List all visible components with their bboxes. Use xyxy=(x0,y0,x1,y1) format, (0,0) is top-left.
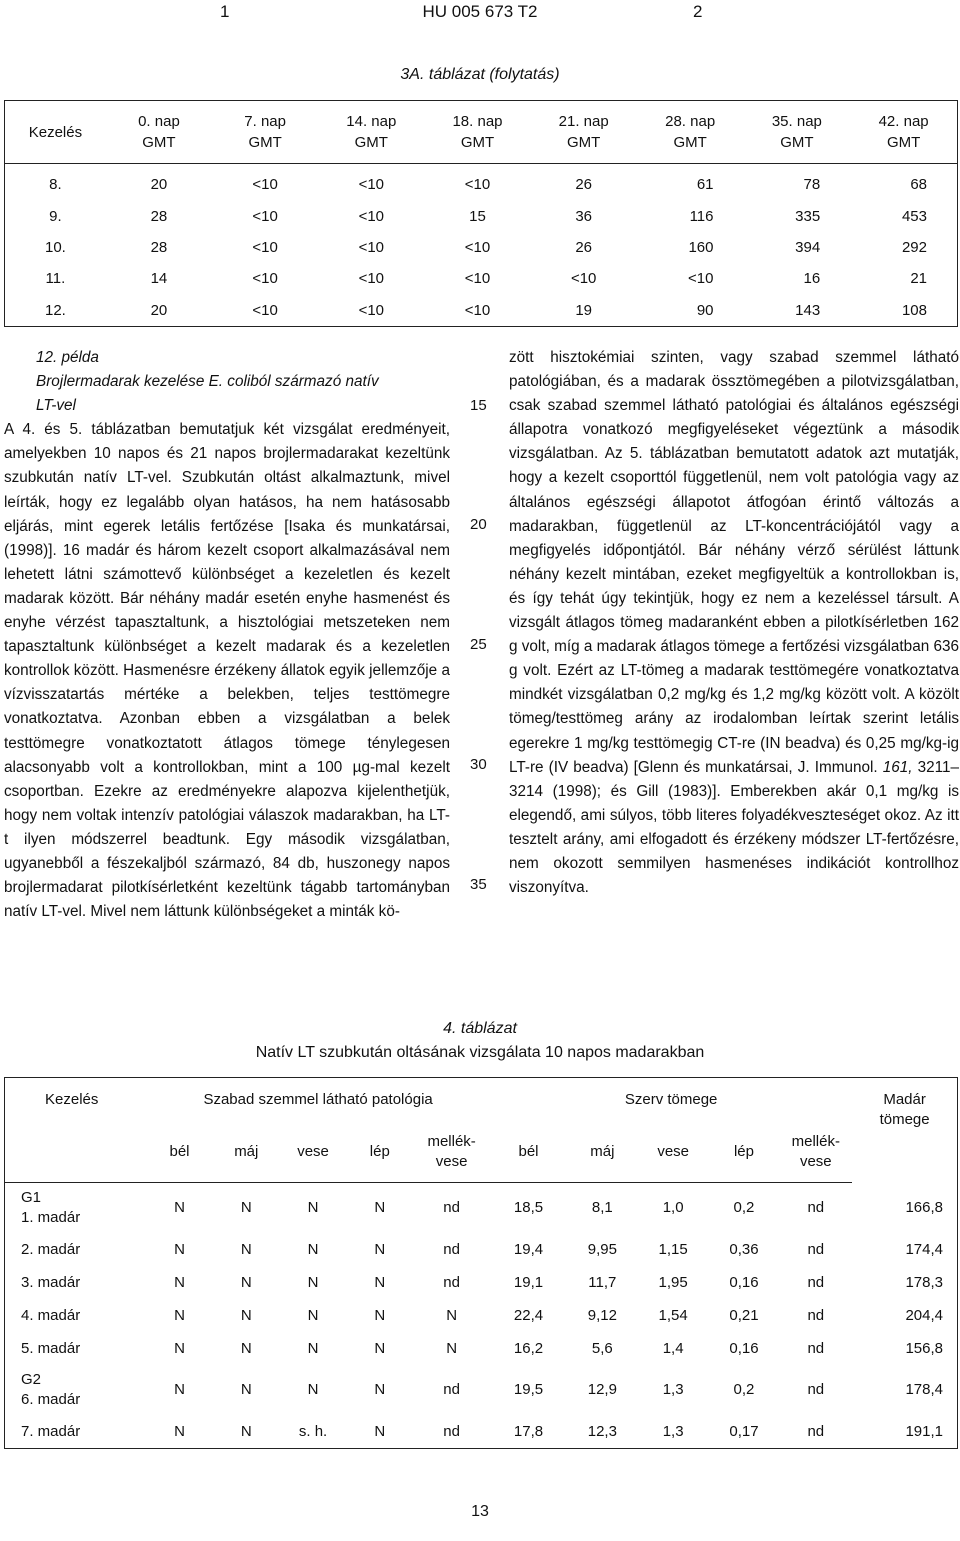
table3-cell: 61 xyxy=(696,176,714,194)
table4-subheader-row xyxy=(5,1122,958,1183)
header-line: vese xyxy=(799,1153,832,1170)
journal-volume: 161, xyxy=(882,758,913,776)
table3-cell: 292 xyxy=(901,238,927,256)
table4-cell: nd xyxy=(807,1339,825,1357)
table3-header-cell xyxy=(424,101,530,164)
table4-cell: 9,95 xyxy=(587,1240,617,1258)
table4-cell: N xyxy=(307,1381,319,1398)
table3-cell: 16 xyxy=(803,270,821,288)
table3-row xyxy=(5,263,958,294)
table3-cell: 10. xyxy=(44,238,66,256)
table4-cell: nd xyxy=(807,1422,825,1440)
table3-cell: <10 xyxy=(358,207,385,225)
table3-cell: 394 xyxy=(795,238,821,256)
table4-cell: 1,3 xyxy=(662,1381,684,1398)
table3-row xyxy=(5,295,958,327)
table4-cell: 16,2 xyxy=(513,1339,544,1357)
table4-cell: 1,54 xyxy=(658,1306,688,1324)
table3-cell: <10 xyxy=(358,238,385,256)
table4-cell: 0,2 xyxy=(733,1381,755,1398)
table3-cell: 78 xyxy=(803,176,821,194)
table3-header-cell xyxy=(637,101,744,164)
table4-caption xyxy=(0,1017,960,1065)
table4-cell: N xyxy=(240,1240,252,1258)
table4-row-label xyxy=(5,1183,147,1234)
table4-row-label xyxy=(5,1299,147,1332)
table4-cell: N xyxy=(240,1199,252,1216)
table4-cell: N xyxy=(307,1199,319,1216)
table4-cell: nd xyxy=(807,1199,825,1216)
header-line: GMT xyxy=(780,134,814,151)
left-text-column xyxy=(4,346,450,924)
table4-cell: N xyxy=(174,1422,185,1440)
table3-cell: 11. xyxy=(45,270,66,288)
table4-cell: 12,3 xyxy=(587,1422,617,1440)
table4-cell: 0,2 xyxy=(733,1199,755,1216)
table4-cell: nd xyxy=(443,1240,460,1258)
table4-cell: 0,21 xyxy=(729,1306,759,1324)
table3-cell: <10 xyxy=(252,238,278,256)
table4-cell: N xyxy=(174,1339,185,1357)
table4-cell: 11,7 xyxy=(588,1273,617,1291)
line-number: 35 xyxy=(470,876,487,893)
empty-cell xyxy=(5,1122,147,1183)
header-line: 7. nap xyxy=(244,113,286,130)
table4-cell: N xyxy=(240,1422,252,1440)
table3-cell: <10 xyxy=(464,270,491,288)
table3-cell: <10 xyxy=(358,176,385,194)
subheader-cell: lép xyxy=(709,1122,780,1183)
table4-cell: 0,16 xyxy=(729,1273,759,1291)
table4-cell: 156,8 xyxy=(905,1339,943,1357)
table3-header-cell xyxy=(744,101,851,164)
table4-cell: 191,1 xyxy=(905,1422,943,1440)
table3-cell: 108 xyxy=(901,301,927,319)
table4-cell: N xyxy=(307,1306,319,1324)
header-line: mellék- xyxy=(427,1133,476,1150)
example-heading: 12. példa xyxy=(36,349,99,366)
table3-row xyxy=(5,232,958,263)
header-line: 42. nap xyxy=(878,113,929,130)
row-label-line: G2 xyxy=(21,1371,42,1388)
body-paragraph: zött hisztokémiai szinten, vagy szabad szemmel látható patológiában, és a madarak össztömegében a pilotvizsgálatban, csak szabad szemmel látható patológiai és általános egészségi állapotra vonatkozó megfigyeléseket végeztünk a második vizsgálatban. Az 5. táblázatban bemutatott adatok azt mutatják, hogy a kezelt csoporttól függetlenül, nem volt patológia vagy az általános egészségi állapotot átfogóan érintő változás a madarakban, függetlenül az LT-koncentrációjától vagy a megfigyelés időpontjától. Bár néhány vérző sérülést láttunk néhány kezelt mintában, ezeket megfigyeltük a kontrollokban is, és így tehát úgy tekintjük, hogy ez nem a kezeléssel társult. A vizsgált átlagos tömeg madaranként ebben a pilotkísérletben 162 g volt, míg a madarak átlagos tömege a fertőzési vizsgálatban 636 g volt. Ezért az LT-tömeg a madarak testtömegére vonatkoztatva mindkét vizsgálatban 0,2 mg/kg és 1,2 mg/kg között volt. A közölt tömeg/testtömeg arány az irodalomban leírtak szerint letális egerekre 1 mg/kg testtömegig CT-re (IN beadva) és 0,25 mg/kg-ig LT-re (IV beadva) [Glenn és munkatársai, J. Immunol. xyxy=(509,349,959,776)
table4-cell: nd xyxy=(807,1240,825,1258)
table4-cell: 178,4 xyxy=(905,1381,943,1398)
table4-cell: N xyxy=(174,1199,185,1216)
row-label-line: 7. madár xyxy=(21,1422,81,1440)
table4-cell: 0,36 xyxy=(729,1240,759,1258)
table4-cell: N xyxy=(374,1273,386,1291)
header-line: GMT xyxy=(673,134,707,151)
table4-cell: 1,95 xyxy=(658,1273,688,1291)
table3-header-row xyxy=(5,101,958,164)
table4-cell: N xyxy=(240,1381,252,1398)
table3-cell: <10 xyxy=(358,301,385,319)
table3-header-cell xyxy=(5,101,106,164)
header-bird-weight xyxy=(852,1078,957,1183)
table3-cell: 335 xyxy=(795,207,821,225)
table3-cell: <10 xyxy=(358,270,385,288)
table4-cell: 18,5 xyxy=(513,1199,544,1216)
table4-cell: 178,3 xyxy=(905,1273,943,1291)
table4-row-label xyxy=(5,1365,147,1415)
table4-cell: nd xyxy=(807,1306,825,1324)
table3-cell: <10 xyxy=(464,301,491,319)
table3-cell: 160 xyxy=(688,238,714,256)
header-line: GMT xyxy=(142,134,176,151)
header-line: GMT xyxy=(460,134,495,151)
header-line: GMT xyxy=(248,134,282,151)
table4-cell: nd xyxy=(443,1199,460,1216)
table4-cell: nd xyxy=(443,1273,460,1291)
table4-cell: N xyxy=(374,1381,386,1398)
row-label-line: 3. madár xyxy=(21,1273,81,1291)
table3-cell: <10 xyxy=(570,270,597,288)
header-column-number-right: 2 xyxy=(693,2,703,21)
row-label-line: 5. madár xyxy=(21,1339,81,1357)
table4-row xyxy=(5,1365,958,1415)
table4-cell: 174,4 xyxy=(905,1240,943,1258)
header-line: tömege xyxy=(879,1111,930,1128)
table4-cell: 19,1 xyxy=(513,1273,544,1291)
table3-header-cell xyxy=(531,101,637,164)
table3-header-cell xyxy=(106,101,212,164)
table4-cell: 19,5 xyxy=(513,1381,544,1398)
subheader-cell xyxy=(779,1122,852,1183)
table3-cell: 28 xyxy=(150,207,168,225)
table4-cell: N xyxy=(307,1273,319,1291)
table3-cell: 453 xyxy=(901,207,927,225)
table3-cell: <10 xyxy=(464,176,491,194)
table3-cell: 15 xyxy=(469,207,486,225)
table3-cell: 26 xyxy=(575,238,593,256)
table4-row-label xyxy=(5,1332,147,1365)
table3-caption: 3A. táblázat (folytatás) xyxy=(400,66,560,83)
table4-cell: N xyxy=(374,1199,386,1216)
table4-cell: N xyxy=(240,1339,252,1357)
table4-cell: 0,17 xyxy=(729,1422,759,1440)
subheader-cell: vese xyxy=(638,1122,709,1183)
table3-header-cell xyxy=(318,101,424,164)
table3-header-cell xyxy=(212,101,318,164)
patent-number: HU 005 673 T2 xyxy=(422,2,538,21)
header-line: 14. nap xyxy=(346,113,397,130)
body-paragraph: A 4. és 5. táblázatban bemutatjuk két vizsgálat eredményeit, amelyekben 10 napos és 21 napos brojlermadarakat kezeltünk szubkután natív LT-vel. Szubkután oltást alkalmaztunk, mivel leírták, hogy ez legalább olyan hatásos, ha nem hatásosabb eljárás, mint egerek letális fertőzése [Isaka és munkatársai, (1998)]. 16 madár és három kezelt csoport alkalmazásával nem lehetett látni számottevő különbséget a kezeletlen és kezelt madarak között. Bár néhány madár esetén enyhe hasmenést és enyhe vérzést tapasztaltunk, a hisztológiai metszeteken nem tapasztaltunk különbséget a kezelt madarak és a kezeletlen kontrollok között. Hasmenésre érzékeny állatok egyik jellemzője a vízvisszatartás mértéke a belekben, teljes testtömegre vonatkoztatva. Azonban ebben a vizsgálatban a belek testtömegre vonatkoztatott átlagos tömege ténylegesen alacsonyabb volt a kontrollokban, mint a 100 µg-mal kezelt csoportban. Ezekre az eredményekre alapozva kijelenthetjük, hogy nem voltak intenzív patológiai válaszok madarakban, ha LT-t ilyen módszerrel beadtunk. Egy második vizsgálatban, ugyanebből a fészekaljból származó, 84 db, huszonegy napos brojlermadarat pilotkísérletként kezeltünk tágabb tartományban natív LT-vel. Mivel nem láttunk különbségeket a minták kö- xyxy=(4,421,450,921)
table4-title: Natív LT szubkután oltásának vizsgálata 10 napos madarakban xyxy=(255,1044,705,1061)
table4-cell: N xyxy=(307,1339,319,1357)
table3 xyxy=(4,100,958,327)
table4-row xyxy=(5,1183,958,1234)
table4-cell: s. h. xyxy=(298,1422,328,1440)
header-line: GMT xyxy=(354,134,388,151)
table4-cell: N xyxy=(240,1273,252,1291)
table4-cell: 17,8 xyxy=(513,1422,544,1440)
table3-cell: 9. xyxy=(49,207,62,225)
table4-cell: N xyxy=(307,1240,319,1258)
subheader-cell xyxy=(413,1122,490,1183)
table3-cell: <10 xyxy=(252,270,278,288)
table3-cell: <10 xyxy=(688,270,714,288)
table4-cell: nd xyxy=(443,1381,460,1398)
header-column-number-left: 1 xyxy=(220,2,230,21)
table4-cell: 166,8 xyxy=(905,1198,943,1216)
table4-cell: 12,9 xyxy=(587,1381,617,1398)
header-line: 0. nap xyxy=(138,113,180,130)
row-label-line: G1 xyxy=(21,1189,42,1206)
body-paragraph-cont: 3211–3214 (1998); és Gill (1983)]. Emberekben akár 0,1 mg/kg is elegendő, ami súlyos, több literes folyadékveszteséget okoz. Az itt tesztelt arány, ami elfogadott és érzékeny módszer LT-fertőzésre, nem okozott semmilyen hasmenéses indikációt kontrollhoz viszonyítva. xyxy=(509,758,959,897)
page-number: 13 xyxy=(471,1503,489,1520)
table4-cell: 22,4 xyxy=(513,1306,544,1324)
table3-cell: 28 xyxy=(150,238,168,256)
table4-cell: nd xyxy=(807,1381,825,1398)
table3-cell: 26 xyxy=(575,176,593,194)
table4-cell: 0,16 xyxy=(729,1339,759,1357)
table4-row xyxy=(5,1233,958,1266)
subheader-cell: bél xyxy=(146,1122,213,1183)
table4-cell: N xyxy=(174,1381,185,1398)
table3-cell: <10 xyxy=(252,176,278,194)
table4-cell: N xyxy=(240,1306,252,1324)
table4-row xyxy=(5,1266,958,1299)
table4-row xyxy=(5,1415,958,1449)
row-label-line: 2. madár xyxy=(21,1240,81,1258)
table4-cell: N xyxy=(374,1339,386,1357)
header-line: Kezelés xyxy=(28,123,83,141)
header-pathology: Szabad szemmel látható patológia xyxy=(203,1091,433,1108)
table3-cell: 90 xyxy=(696,301,714,319)
table3-cell: 68 xyxy=(910,176,927,194)
header-line: GMT xyxy=(567,134,601,151)
table4-row xyxy=(5,1299,958,1332)
table4-header-row xyxy=(5,1078,958,1123)
header-line: mellék- xyxy=(791,1133,840,1150)
table3-cell: 20 xyxy=(150,176,168,194)
table3-cell: 116 xyxy=(689,207,714,225)
table4-cell: 9,12 xyxy=(587,1306,617,1324)
header-line: 18. nap xyxy=(452,113,503,130)
table3-cell: 21 xyxy=(910,270,927,288)
table3-cell: <10 xyxy=(252,207,278,225)
line-number: 15 xyxy=(470,397,487,414)
right-text-column xyxy=(509,346,959,900)
subheader-cell: máj xyxy=(567,1122,638,1183)
table4-cell: 19,4 xyxy=(513,1240,544,1258)
table4-cell: 1,4 xyxy=(662,1339,684,1357)
table3-cell: 12. xyxy=(44,301,66,319)
subheader-cell: lép xyxy=(346,1122,413,1183)
table4-cell: nd xyxy=(443,1422,460,1440)
table4-row xyxy=(5,1332,958,1365)
header-line: 28. nap xyxy=(665,113,716,130)
line-number: 25 xyxy=(470,636,487,653)
table4-cell: 8,1 xyxy=(591,1199,613,1216)
table4-cell: nd xyxy=(807,1273,825,1291)
header-line: vese xyxy=(435,1153,468,1170)
table4 xyxy=(4,1077,958,1449)
table4-number: 4. táblázat xyxy=(443,1020,517,1037)
table4-cell: 1,15 xyxy=(658,1240,688,1258)
header-line: GMT xyxy=(886,134,921,151)
table3-cell: 19 xyxy=(575,301,593,319)
row-label-line: 6. madár xyxy=(21,1391,81,1408)
table4-cell: 1,3 xyxy=(662,1422,684,1440)
header-line: Madár xyxy=(883,1091,926,1108)
table3-cell: 14 xyxy=(150,270,168,288)
table4-cell: 204,4 xyxy=(905,1306,943,1324)
table4-cell: N xyxy=(174,1306,185,1324)
line-number: 30 xyxy=(470,756,487,773)
subheader-cell: máj xyxy=(213,1122,280,1183)
table4-cell: N xyxy=(174,1273,185,1291)
table3-cell: <10 xyxy=(252,301,278,319)
table3-row xyxy=(5,164,958,201)
table3-cell: 36 xyxy=(575,207,593,225)
table3-cell: 143 xyxy=(795,301,821,319)
table4-row-label xyxy=(5,1415,147,1449)
example-title-cont: LT-vel xyxy=(36,397,76,415)
table4-row-label xyxy=(5,1233,147,1266)
table3-cell: 20 xyxy=(150,301,168,319)
row-label-line: 1. madár xyxy=(21,1209,81,1226)
table3-cell: <10 xyxy=(464,238,491,256)
line-number: 20 xyxy=(470,516,487,533)
header-kezeles: Kezelés xyxy=(45,1091,99,1108)
table4-cell: N xyxy=(374,1422,386,1440)
table4-cell: N xyxy=(446,1339,458,1357)
header-line: 35. nap xyxy=(771,113,822,130)
subheader-cell: vese xyxy=(280,1122,347,1183)
table4-cell: N xyxy=(174,1240,185,1258)
table4-cell: 5,6 xyxy=(591,1339,613,1357)
header-line: 21. nap xyxy=(558,113,609,130)
table3-header-cell xyxy=(850,101,957,164)
example-title: Brojlermadarak kezelése E. coliból származó natív xyxy=(36,373,379,391)
table3-cell: 8. xyxy=(49,176,62,194)
header-organ-weight: Szerv tömege xyxy=(624,1091,718,1108)
table3-row xyxy=(5,200,958,231)
table4-cell: 1,0 xyxy=(662,1199,684,1216)
table4-cell: N xyxy=(374,1240,386,1258)
table4-row-label xyxy=(5,1266,147,1299)
table4-cell: N xyxy=(446,1306,458,1324)
table4-cell: N xyxy=(374,1306,386,1324)
row-label-line: 4. madár xyxy=(21,1306,81,1324)
subheader-cell: bél xyxy=(490,1122,567,1183)
